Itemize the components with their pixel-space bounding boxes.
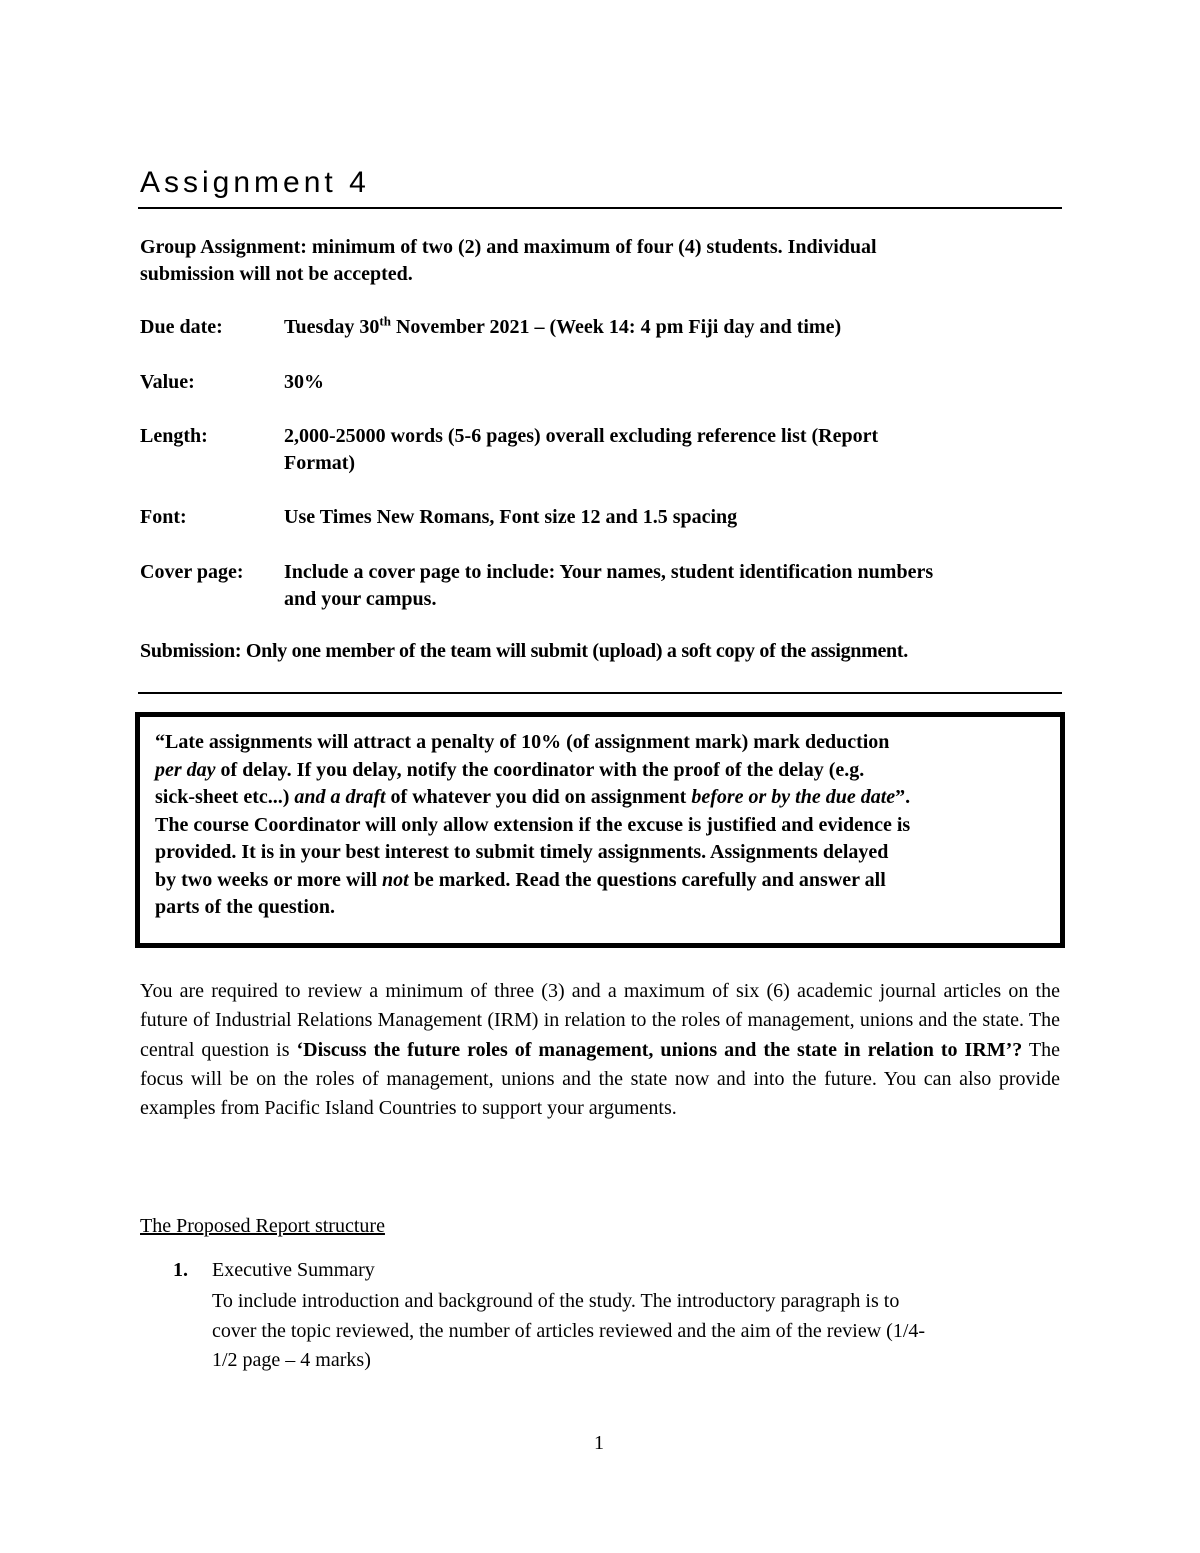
penalty-line-4: The course Coordinator will only allow extension if the excuse is justified and evidence is (155, 813, 911, 836)
cover-line-1: Include a cover page to include: Your names, student identification numbers (284, 561, 934, 583)
length-line-1: 2,000-25000 words (5-6 pages) overall excluding reference list (Report (284, 425, 879, 447)
penalty-line-2 (155, 757, 1050, 785)
desc-line-3: 1/2 page – 4 marks) (212, 1349, 371, 1371)
review-instructions (140, 977, 1060, 1123)
length-label: Length: (140, 425, 208, 447)
penalty-line-3-b: of whatever you did on assignment (385, 786, 692, 808)
penalty-due-date: before or by the due date (691, 786, 896, 808)
report-structure-heading: The Proposed Report structure (140, 1215, 385, 1237)
page-number: 1 (594, 1432, 604, 1454)
font-value: Use Times New Romans, Font size 12 and 1.5 spacing (284, 506, 738, 528)
late-penalty-text (155, 729, 1050, 922)
title-divider (138, 207, 1062, 209)
penalty-line-7: parts of the question. (155, 896, 336, 918)
penalty-line-6-b: be marked. Read the questions carefully and answer all (408, 868, 886, 891)
group-line-1: Group Assignment: minimum of two (2) and maximum of four (4) students. Individual (140, 236, 877, 258)
penalty-per-day: per day (155, 758, 216, 781)
due-date-value (284, 314, 1064, 341)
assignment-title: Assignment 4 (140, 166, 370, 199)
cover-page-value (284, 559, 1064, 613)
due-date-sup: th (379, 313, 391, 329)
due-date-rest: November 2021 – (Week 14: 4 pm Fiji day and time) (390, 316, 842, 338)
due-date-day: Tuesday 30 (284, 316, 380, 338)
penalty-draft: and a draft (294, 786, 386, 808)
penalty-line-6-a: by two weeks or more will (155, 868, 383, 891)
penalty-line-6 (155, 867, 1050, 895)
group-line-2: submission will not be accepted. (140, 263, 413, 285)
list-item-title: Executive Summary (212, 1259, 375, 1281)
cover-line-2: and your campus. (284, 588, 437, 610)
central-question: ‘Discuss the future roles of management, unions and the state in relation to IRM’? (296, 1038, 1023, 1061)
penalty-line-5: provided. It is in your best interest to submit timely assignments. Assignments delayed (155, 841, 889, 863)
desc-line-1: To include introduction and background of the study. The introductory paragraph is to (212, 1290, 900, 1312)
penalty-line-3-c: ”. (895, 786, 911, 808)
penalty-line-3 (155, 784, 1050, 812)
font-label: Font: (140, 506, 187, 528)
penalty-not: not (382, 868, 409, 891)
penalty-line-2-text: of delay. If you delay, notify the coordinator with the proof of the delay (e.g. (215, 758, 865, 781)
group-assignment-note (140, 234, 1060, 288)
length-value (284, 423, 1064, 477)
list-item-description (212, 1287, 1062, 1376)
review-focus: The focus will be on the roles of management, unions and the state now and into the future. You can also provide examples from Pacific Island Countries to support your arguments. (140, 1038, 1060, 1120)
list-item-number: 1. (173, 1259, 188, 1281)
cover-page-label: Cover page: (140, 561, 244, 583)
length-line-2: Format) (284, 452, 356, 474)
desc-line-2: cover the topic reviewed, the number of articles reviewed and the aim of the review (1/4- (212, 1319, 926, 1342)
submission-note: Submission: Only one member of the team will submit (upload) a soft copy of the assignment. (140, 640, 908, 662)
section-divider (138, 692, 1062, 694)
value-value: 30% (284, 371, 324, 393)
review-intro: You are required to review a minimum of three (3) and a maximum of six (6) academic journal articles on the future of Industrial Relations Management (IRM) in relation to the roles of management, unions and the state. The central question is (140, 980, 1060, 1061)
value-label: Value: (140, 371, 195, 393)
due-date-label: Due date: (140, 316, 223, 338)
penalty-line-3-a: sick-sheet etc...) (155, 786, 295, 808)
penalty-line-1: “Late assignments will attract a penalty of 10% (of assignment mark) mark deduction (155, 731, 890, 753)
